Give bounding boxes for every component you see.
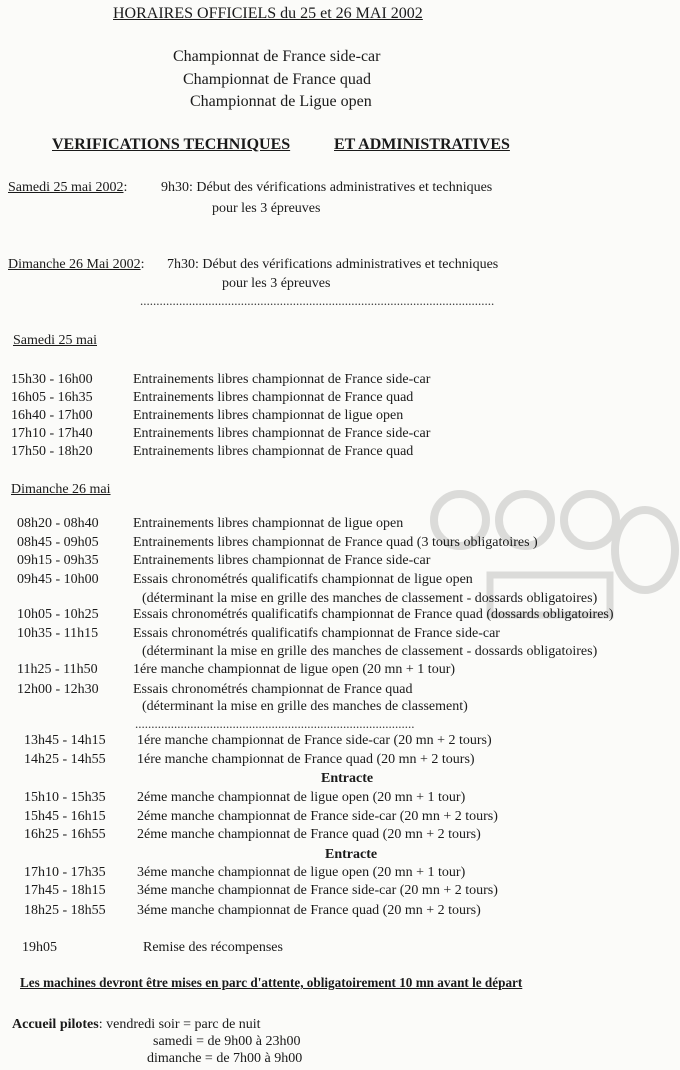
sunday-morning-row-time: 09h45 - 10h00: [17, 572, 99, 587]
sunday-morning-row-event: Essais chronométrés qualificatifs championnat de ligue open: [133, 572, 473, 587]
verifications-heading-part2: ET ADMINISTRATIVES: [334, 136, 510, 153]
sunday-separator-dots: ......................................................................................: [135, 716, 415, 731]
accueil-label: Accueil pilotes: [12, 1017, 99, 1032]
sunday-morning-row-time: 11h25 - 11h50: [17, 662, 98, 677]
sunday-afternoon-row-event: 1ére manche championnat de France quad (20 mn + 2 tours): [137, 752, 475, 767]
sunday-morning-row-event: Essais chronométrés qualificatifs championnat de France side-car: [133, 626, 500, 641]
sunday-morning-row-event: Essais chronométrés qualificatifs championnat de France quad (dossards obligatoires): [133, 607, 614, 622]
verif-sunday-label: Dimanche 26 Mai 2002:: [8, 257, 145, 272]
verif-saturday-text: 9h30: Début des vérifications administratives et techniques: [161, 180, 493, 195]
sunday-afternoon-row-time: 17h10 - 17h35: [24, 865, 106, 880]
entracte-1: Entracte: [321, 771, 374, 786]
parking-notice: Les machines devront être mises en parc d'attente, obligatoirement 10 mn avant le départ: [20, 975, 523, 990]
sunday-afternoon-row-event: 2éme manche championnat de France quad (20 mn + 2 tours): [137, 827, 481, 842]
sunday-afternoon-row-time: 15h45 - 16h15: [24, 809, 106, 824]
saturday-row-event: Entrainements libres championnat de France side-car: [133, 372, 431, 387]
accueil-line-1: Accueil pilotes: vendredi soir = parc de nuit: [12, 1017, 261, 1032]
saturday-row-time: 17h10 - 17h40: [11, 426, 93, 441]
sunday-morning-row-event: (déterminant la mise en grille des manches de classement - dossards obligatoires): [142, 644, 598, 659]
sunday-morning-row-time: 10h35 - 11h15: [17, 626, 99, 641]
sunday-afternoon-row-event: 2éme manche championnat de ligue open (20 mn + 1 tour): [137, 790, 466, 805]
saturday-row-event: Entrainements libres championnat de ligue open: [133, 408, 404, 423]
saturday-row-event: Entrainements libres championnat de France quad: [133, 444, 414, 459]
saturday-row-time: 16h05 - 16h35: [11, 390, 93, 405]
sunday-afternoon-row-event: 1ére manche championnat de France side-car (20 mn + 2 tours): [137, 733, 492, 748]
saturday-row-event: Entrainements libres championnat de France quad: [133, 390, 414, 405]
championship-line-1: Championnat de France side-car: [173, 48, 381, 65]
saturday-row-event: Entrainements libres championnat de France side-car: [133, 426, 431, 441]
sunday-morning-row-event: Entrainements libres championnat de ligue open: [133, 516, 404, 531]
sunday-morning-row-event: (déterminant la mise en grille des manches de classement): [142, 699, 468, 714]
sunday-morning-row-time: 08h20 - 08h40: [17, 516, 99, 531]
sunday-morning-row-time: 10h05 - 10h25: [17, 607, 99, 622]
sunday-afternoon-row-event: 3éme manche championnat de France quad (20 mn + 2 tours): [137, 903, 481, 918]
sunday-afternoon-row-time: 13h45 - 14h15: [24, 733, 106, 748]
accueil-line-2: samedi = de 9h00 à 23h00: [153, 1034, 301, 1049]
sunday-afternoon-row-time: 17h45 - 18h15: [24, 883, 106, 898]
separator-dots: .............................................................................................................: [140, 293, 495, 308]
sunday-morning-row-event: Essais chronométrés championnat de France quad: [133, 682, 413, 697]
sunday-morning-row-time: 12h00 - 12h30: [17, 682, 99, 697]
saturday-row-time: 16h40 - 17h00: [11, 408, 93, 423]
sunday-afternoon-row-event: 3éme manche championnat de France side-car (20 mn + 2 tours): [137, 883, 498, 898]
sunday-afternoon-row-time: 15h10 - 15h35: [24, 790, 106, 805]
sunday-morning-row-event: Entrainements libres championnat de France quad (3 tours obligatoires ): [133, 535, 538, 550]
sunday-afternoon-row-event: 2éme manche championnat de France side-car (20 mn + 2 tours): [137, 809, 498, 824]
sunday-afternoon-row-time: 18h25 - 18h55: [24, 903, 106, 918]
verif-saturday-label: Samedi 25 mai 2002:: [8, 180, 128, 195]
sunday-afternoon-row-time: 14h25 - 14h55: [24, 752, 106, 767]
saturday-row-time: 15h30 - 16h00: [11, 372, 93, 387]
sunday-morning-row-event: Entrainements libres championnat de France side-car: [133, 553, 431, 568]
verifications-heading-part1: VERIFICATIONS TECHNIQUES: [52, 136, 291, 153]
sunday-morning-row-time: 09h15 - 09h35: [17, 553, 99, 568]
verif-saturday-text2: pour les 3 épreuves: [212, 201, 321, 216]
awards-time: 19h05: [22, 940, 57, 955]
saturday-heading: Samedi 25 mai: [13, 333, 97, 348]
sunday-heading: Dimanche 26 mai: [11, 482, 111, 497]
sunday-morning-row-event: 1ére manche championnat de ligue open (20 mn + 1 tour): [133, 662, 456, 677]
entracte-2: Entracte: [325, 847, 378, 862]
championship-line-3: Championnat de Ligue open: [190, 93, 372, 110]
championship-line-2: Championnat de France quad: [183, 71, 371, 88]
sunday-morning-row-event: (déterminant la mise en grille des manches de classement - dossards obligatoires): [142, 591, 598, 606]
accueil-line-3: dimanche = de 7h00 à 9h00: [147, 1051, 303, 1066]
sunday-morning-row-time: 08h45 - 09h05: [17, 535, 99, 550]
verif-sunday-text: 7h30: Début des vérifications administratives et techniques: [167, 257, 499, 272]
verif-sunday-text2: pour les 3 épreuves: [222, 276, 331, 291]
saturday-row-time: 17h50 - 18h20: [11, 444, 93, 459]
sunday-afternoon-row-event: 3éme manche championnat de ligue open (20 mn + 1 tour): [137, 865, 466, 880]
document-title: HORAIRES OFFICIELS du 25 et 26 MAI 2002: [113, 5, 423, 22]
awards-text: Remise des récompenses: [143, 940, 283, 955]
sunday-afternoon-row-time: 16h25 - 16h55: [24, 827, 106, 842]
